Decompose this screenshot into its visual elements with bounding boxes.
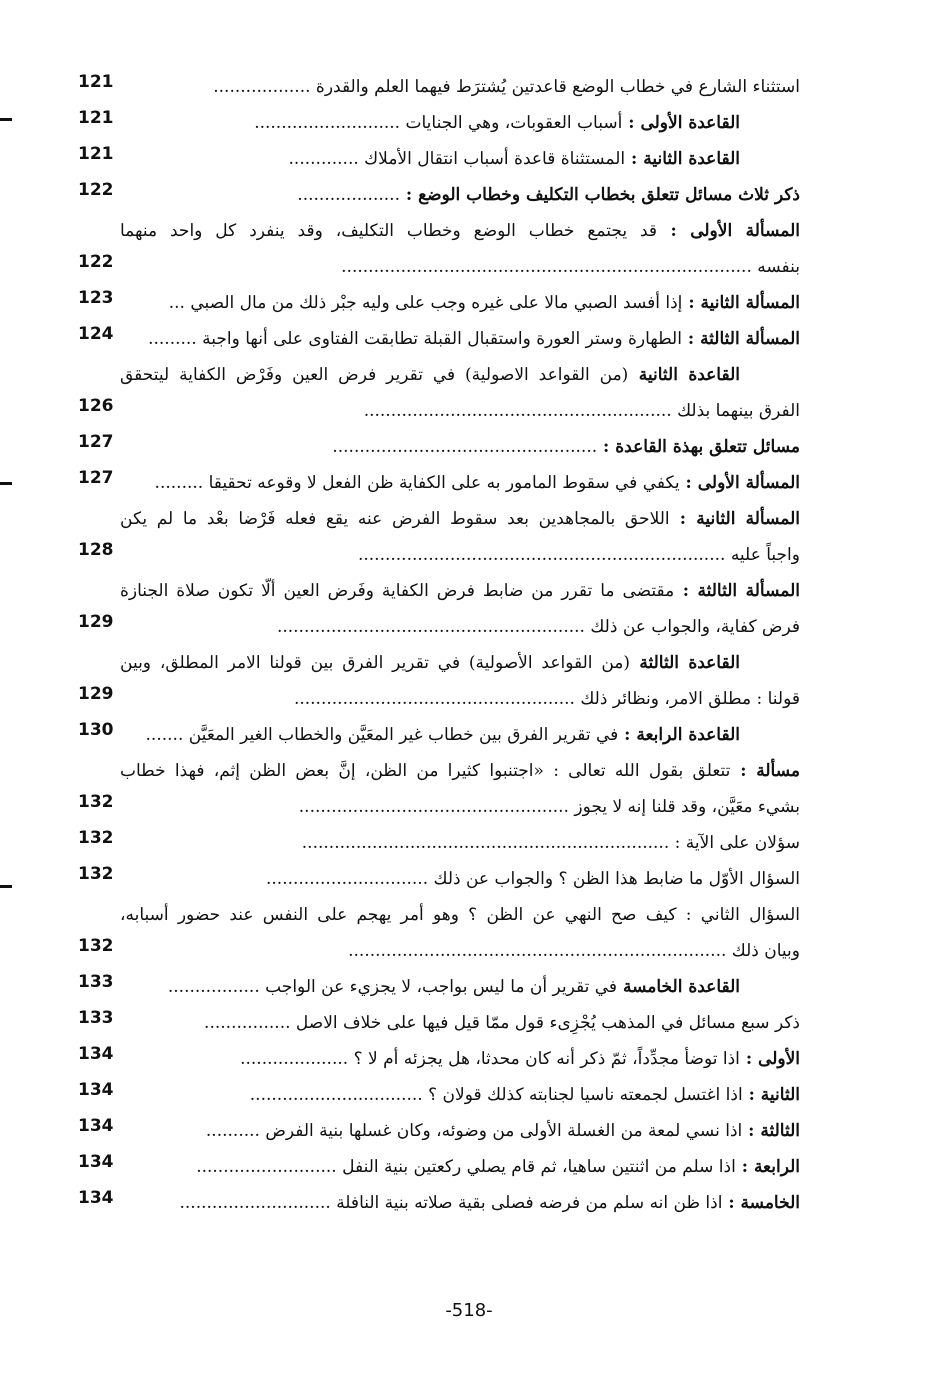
toc-line — [70, 1042, 800, 1078]
toc-title: تتعلق بقول الله تعالى : «اجتنبوا كثيرا من الظن، إنَّ بعض الظن إثم، فهذا خطاب — [120, 761, 731, 781]
toc-entry — [70, 502, 800, 574]
toc-page-number: 130 — [78, 720, 114, 740]
toc-line — [70, 322, 800, 358]
table-of-contents — [70, 70, 800, 1222]
toc-line-text — [120, 362, 740, 388]
toc-title: اذا نسي لمعة من الغسلة الأولى من وضوئه، وكان غسلها بنية الفرض .......... — [205, 1121, 743, 1141]
toc-line-text — [168, 974, 740, 1000]
toc-page-number: 129 — [78, 684, 114, 704]
toc-title: السؤال الأوّل ما ضابط هذا الظن ؟ والجواب عن ذلك .............................. — [265, 869, 800, 889]
toc-line — [70, 718, 800, 754]
margin-mark — [0, 885, 12, 888]
toc-heading: ذكر ثلاث مسائل تتعلق بخطاب التكليف وخطاب الوضع : — [399, 185, 800, 205]
toc-heading: الثانية : — [742, 1085, 800, 1105]
toc-entry — [70, 70, 800, 106]
toc-entry — [70, 898, 800, 970]
toc-line-text — [148, 326, 800, 352]
page-number: -518- — [445, 1300, 493, 1321]
toc-line-text — [206, 1118, 800, 1144]
toc-heading: القاعدة الأولى : — [622, 113, 740, 133]
toc-line — [70, 466, 800, 502]
toc-line — [70, 898, 800, 934]
toc-line-text — [250, 1082, 800, 1108]
toc-line — [70, 1150, 800, 1186]
toc-line — [70, 970, 800, 1006]
toc-page-number: 133 — [78, 1008, 114, 1028]
toc-page-number: 133 — [78, 972, 114, 992]
toc-entry — [70, 178, 800, 214]
toc-entry — [70, 646, 800, 718]
toc-entry — [70, 322, 800, 358]
toc-heading: مسائل تتعلق بهذة القاعدة : — [597, 437, 800, 457]
toc-line-text — [299, 794, 800, 820]
toc-title: اذا ظن انه سلم من فرضه فصلى بقية صلاته بنية النافلة ............................ — [179, 1193, 723, 1213]
toc-line-text — [120, 218, 800, 244]
toc-line — [70, 790, 800, 826]
toc-line-text — [277, 614, 800, 640]
toc-title: ذكر سبع مسائل في المذهب يُجْزِىء قول ممّا قيل فيها على خلاف الاصل ................ — [204, 1013, 800, 1033]
toc-title: (من القواعد الاصولية) في تقرير فرض العين وفَرْض الكفاية ليتحقق — [120, 365, 629, 385]
toc-line — [70, 250, 800, 286]
toc-line — [70, 214, 800, 250]
toc-line — [70, 502, 800, 538]
toc-line-text — [341, 254, 800, 280]
toc-page-number: 122 — [78, 252, 114, 272]
toc-line-text — [294, 686, 800, 712]
toc-line — [70, 682, 800, 718]
toc-line-text — [213, 74, 800, 100]
toc-heading: القاعدة الثالثة — [630, 653, 740, 673]
toc-line-text — [179, 1190, 800, 1216]
toc-title: وبيان ذلك ...................................................................... — [348, 941, 800, 961]
toc-title: قد يجتمع خطاب الوضع وخطاب التكليف، وقد ينفرد كل واحد منهما — [120, 221, 658, 241]
toc-line-text — [297, 182, 800, 208]
toc-title: أسباب العقوبات، وهي الجنايات ........................... — [254, 113, 623, 133]
toc-page-number: 132 — [78, 828, 114, 848]
toc-page-number: 132 — [78, 864, 114, 884]
toc-title: ................... — [297, 185, 400, 205]
toc-entry — [70, 430, 800, 466]
toc-line-text — [169, 290, 800, 316]
toc-entry — [70, 718, 800, 754]
toc-line-text — [146, 722, 740, 748]
margin-mark — [0, 482, 12, 485]
toc-line-text — [302, 830, 800, 856]
toc-line — [70, 1186, 800, 1222]
toc-line — [70, 538, 800, 574]
toc-title: يكفي في سقوط المامور به على الكفاية ظن الفعل لا وقوعه تحقيقا ......... — [154, 473, 680, 493]
toc-page-number: 121 — [78, 144, 114, 164]
toc-title: بشيء معَيَّن، وقد قلنا إنه لا يجوز .................................................. — [298, 797, 800, 817]
toc-title: فرض كفاية، والجواب عن ذلك ......................................................... — [276, 617, 800, 637]
toc-page-number: 123 — [78, 288, 114, 308]
toc-heading: المسألة الأولى : — [679, 473, 800, 493]
toc-line-text — [120, 758, 800, 784]
toc-line — [70, 754, 800, 790]
toc-line — [70, 610, 800, 646]
toc-line — [70, 826, 800, 862]
toc-entry — [70, 1150, 800, 1186]
toc-page-number: 127 — [78, 468, 114, 488]
toc-title: واجباً عليه .................................................................... — [357, 545, 800, 565]
toc-line — [70, 358, 800, 394]
toc-page-number: 134 — [78, 1044, 114, 1064]
toc-line-text — [204, 1010, 800, 1036]
toc-heading: القاعدة الرابعة : — [618, 725, 740, 745]
toc-entry — [70, 214, 800, 286]
toc-title: مقتضى ما تقرر من ضابط فرض الكفاية وفَرض العين ألّا تكون صلاة الجنازة — [120, 581, 675, 601]
toc-line — [70, 1006, 800, 1042]
toc-line — [70, 1114, 800, 1150]
toc-entry — [70, 1006, 800, 1042]
toc-title: في تقرير أن ما ليس بواجب، لا يجزيء عن الواجب ................. — [167, 977, 618, 997]
toc-entry — [70, 286, 800, 322]
toc-heading: المسألة الأولى : — [657, 221, 800, 241]
toc-heading: المسألة الثانية : — [669, 509, 800, 529]
toc-title: اذا سلم من اثنتين ساهيا، ثم قام يصلي ركعتين بنية النفل .......................... — [196, 1157, 736, 1177]
toc-entry — [70, 466, 800, 502]
toc-line-text — [120, 578, 800, 604]
toc-entry — [70, 1042, 800, 1078]
toc-entry — [70, 862, 800, 898]
toc-line — [70, 106, 800, 142]
toc-page-number: 122 — [78, 180, 114, 200]
toc-heading: المسألة الثالثة : — [681, 329, 800, 349]
toc-line-text — [364, 398, 800, 424]
toc-title: اذا توضأ مجدِّداً، ثمّ ذكر أنه كان محدثا، هل يجزئه أم لا ؟ .................... — [240, 1049, 740, 1069]
toc-page-number: 134 — [78, 1116, 114, 1136]
toc-title: سؤلان على الآية : .................................................................... — [301, 833, 800, 853]
toc-line-text — [358, 542, 800, 568]
toc-heading: مسألة : — [730, 761, 800, 781]
toc-entry — [70, 754, 800, 826]
toc-line-text — [289, 146, 740, 172]
toc-entry — [70, 970, 800, 1006]
toc-title: بنفسه ............................................................................ — [341, 257, 800, 277]
toc-line — [70, 430, 800, 466]
toc-entry — [70, 106, 800, 142]
toc-heading: القاعدة الثانية : — [625, 149, 740, 169]
toc-title: إذا أفسد الصبي مالا على غيره وجب على وليه جبْر ذلك من مال الصبي ... — [168, 293, 683, 313]
toc-entry — [70, 1078, 800, 1114]
toc-heading: القاعدة الثانية — [628, 365, 740, 385]
toc-title: المستثناة قاعدة أسباب انتقال الأملاك ............. — [288, 149, 626, 169]
toc-page-number: 127 — [78, 432, 114, 452]
toc-line — [70, 70, 800, 106]
toc-line-text — [120, 650, 740, 676]
toc-page-number: 134 — [78, 1152, 114, 1172]
toc-entry — [70, 1114, 800, 1150]
toc-line-text — [155, 470, 800, 496]
toc-line-text — [196, 1154, 800, 1180]
toc-heading: الثالثة : — [742, 1121, 800, 1141]
toc-line — [70, 178, 800, 214]
margin-mark — [0, 118, 12, 121]
toc-line — [70, 646, 800, 682]
toc-line-text — [120, 506, 800, 532]
toc-page-number: 126 — [78, 396, 114, 416]
toc-line-text — [254, 110, 740, 136]
toc-line-text — [240, 1046, 800, 1072]
toc-entry — [70, 1186, 800, 1222]
toc-entry — [70, 142, 800, 178]
toc-title: اللاحق بالمجاهدين بعد سقوط الفرض عنه يقع فعله فَرْضا بعْد ما لم يكن — [120, 509, 670, 529]
toc-heading: الخامسة : — [722, 1193, 800, 1213]
toc-line-text — [120, 902, 800, 928]
toc-line-text — [332, 434, 800, 460]
toc-page-number: 132 — [78, 936, 114, 956]
toc-heading: القاعدة الخامسة — [617, 977, 740, 997]
toc-page-number: 128 — [78, 540, 114, 560]
toc-line — [70, 394, 800, 430]
toc-entry — [70, 826, 800, 862]
toc-title: ................................................. — [332, 437, 598, 457]
toc-heading: المسألة الثانية : — [682, 293, 800, 313]
toc-line — [70, 1078, 800, 1114]
toc-title: استثناء الشارع في خطاب الوضع قاعدتين يُشترَط فيهما العلم والقدرة .................. — [213, 77, 800, 97]
toc-line — [70, 934, 800, 970]
toc-title: السؤال الثاني : كيف صح النهي عن الظن ؟ وهو أمر يهجم على النفس عند حضور أسبابه، — [120, 905, 800, 925]
toc-page-number: 121 — [78, 108, 114, 128]
toc-line — [70, 142, 800, 178]
toc-line — [70, 286, 800, 322]
toc-title: (من القواعد الأصولية) في تقرير الفرق بين قولنا الامر المطلق، وبين — [120, 653, 631, 673]
toc-title: قولنا : مطلق الامر، ونظائر ذلك .................................................... — [293, 689, 800, 709]
toc-line — [70, 574, 800, 610]
toc-entry — [70, 574, 800, 646]
toc-title: في تقرير الفرق بين خطاب غير المعَيَّن والخطاب الغير المعَيَّن ....... — [145, 725, 619, 745]
toc-page-number: 134 — [78, 1080, 114, 1100]
toc-page-number: 121 — [78, 72, 114, 92]
toc-title: اذا اغتسل لجمعته ناسيا لجنابته كذلك قولان ؟ ................................ — [249, 1085, 743, 1105]
toc-page-number: 129 — [78, 612, 114, 632]
toc-line-text — [348, 938, 800, 964]
toc-title: الفرق بينهما بذلك ......................................................... — [363, 401, 800, 421]
toc-title: الطهارة وستر العورة واستقبال القبلة تطابقت الفتاوى على أنها واجبة ......... — [148, 329, 682, 349]
toc-heading: الأولى : — [739, 1049, 800, 1069]
toc-page-number: 124 — [78, 324, 114, 344]
toc-heading: المسألة الثالثة : — [674, 581, 800, 601]
toc-page-number: 132 — [78, 792, 114, 812]
toc-entry — [70, 358, 800, 430]
toc-heading: الرابعة : — [735, 1157, 800, 1177]
toc-line — [70, 862, 800, 898]
toc-page-number: 134 — [78, 1188, 114, 1208]
toc-line-text — [266, 866, 800, 892]
